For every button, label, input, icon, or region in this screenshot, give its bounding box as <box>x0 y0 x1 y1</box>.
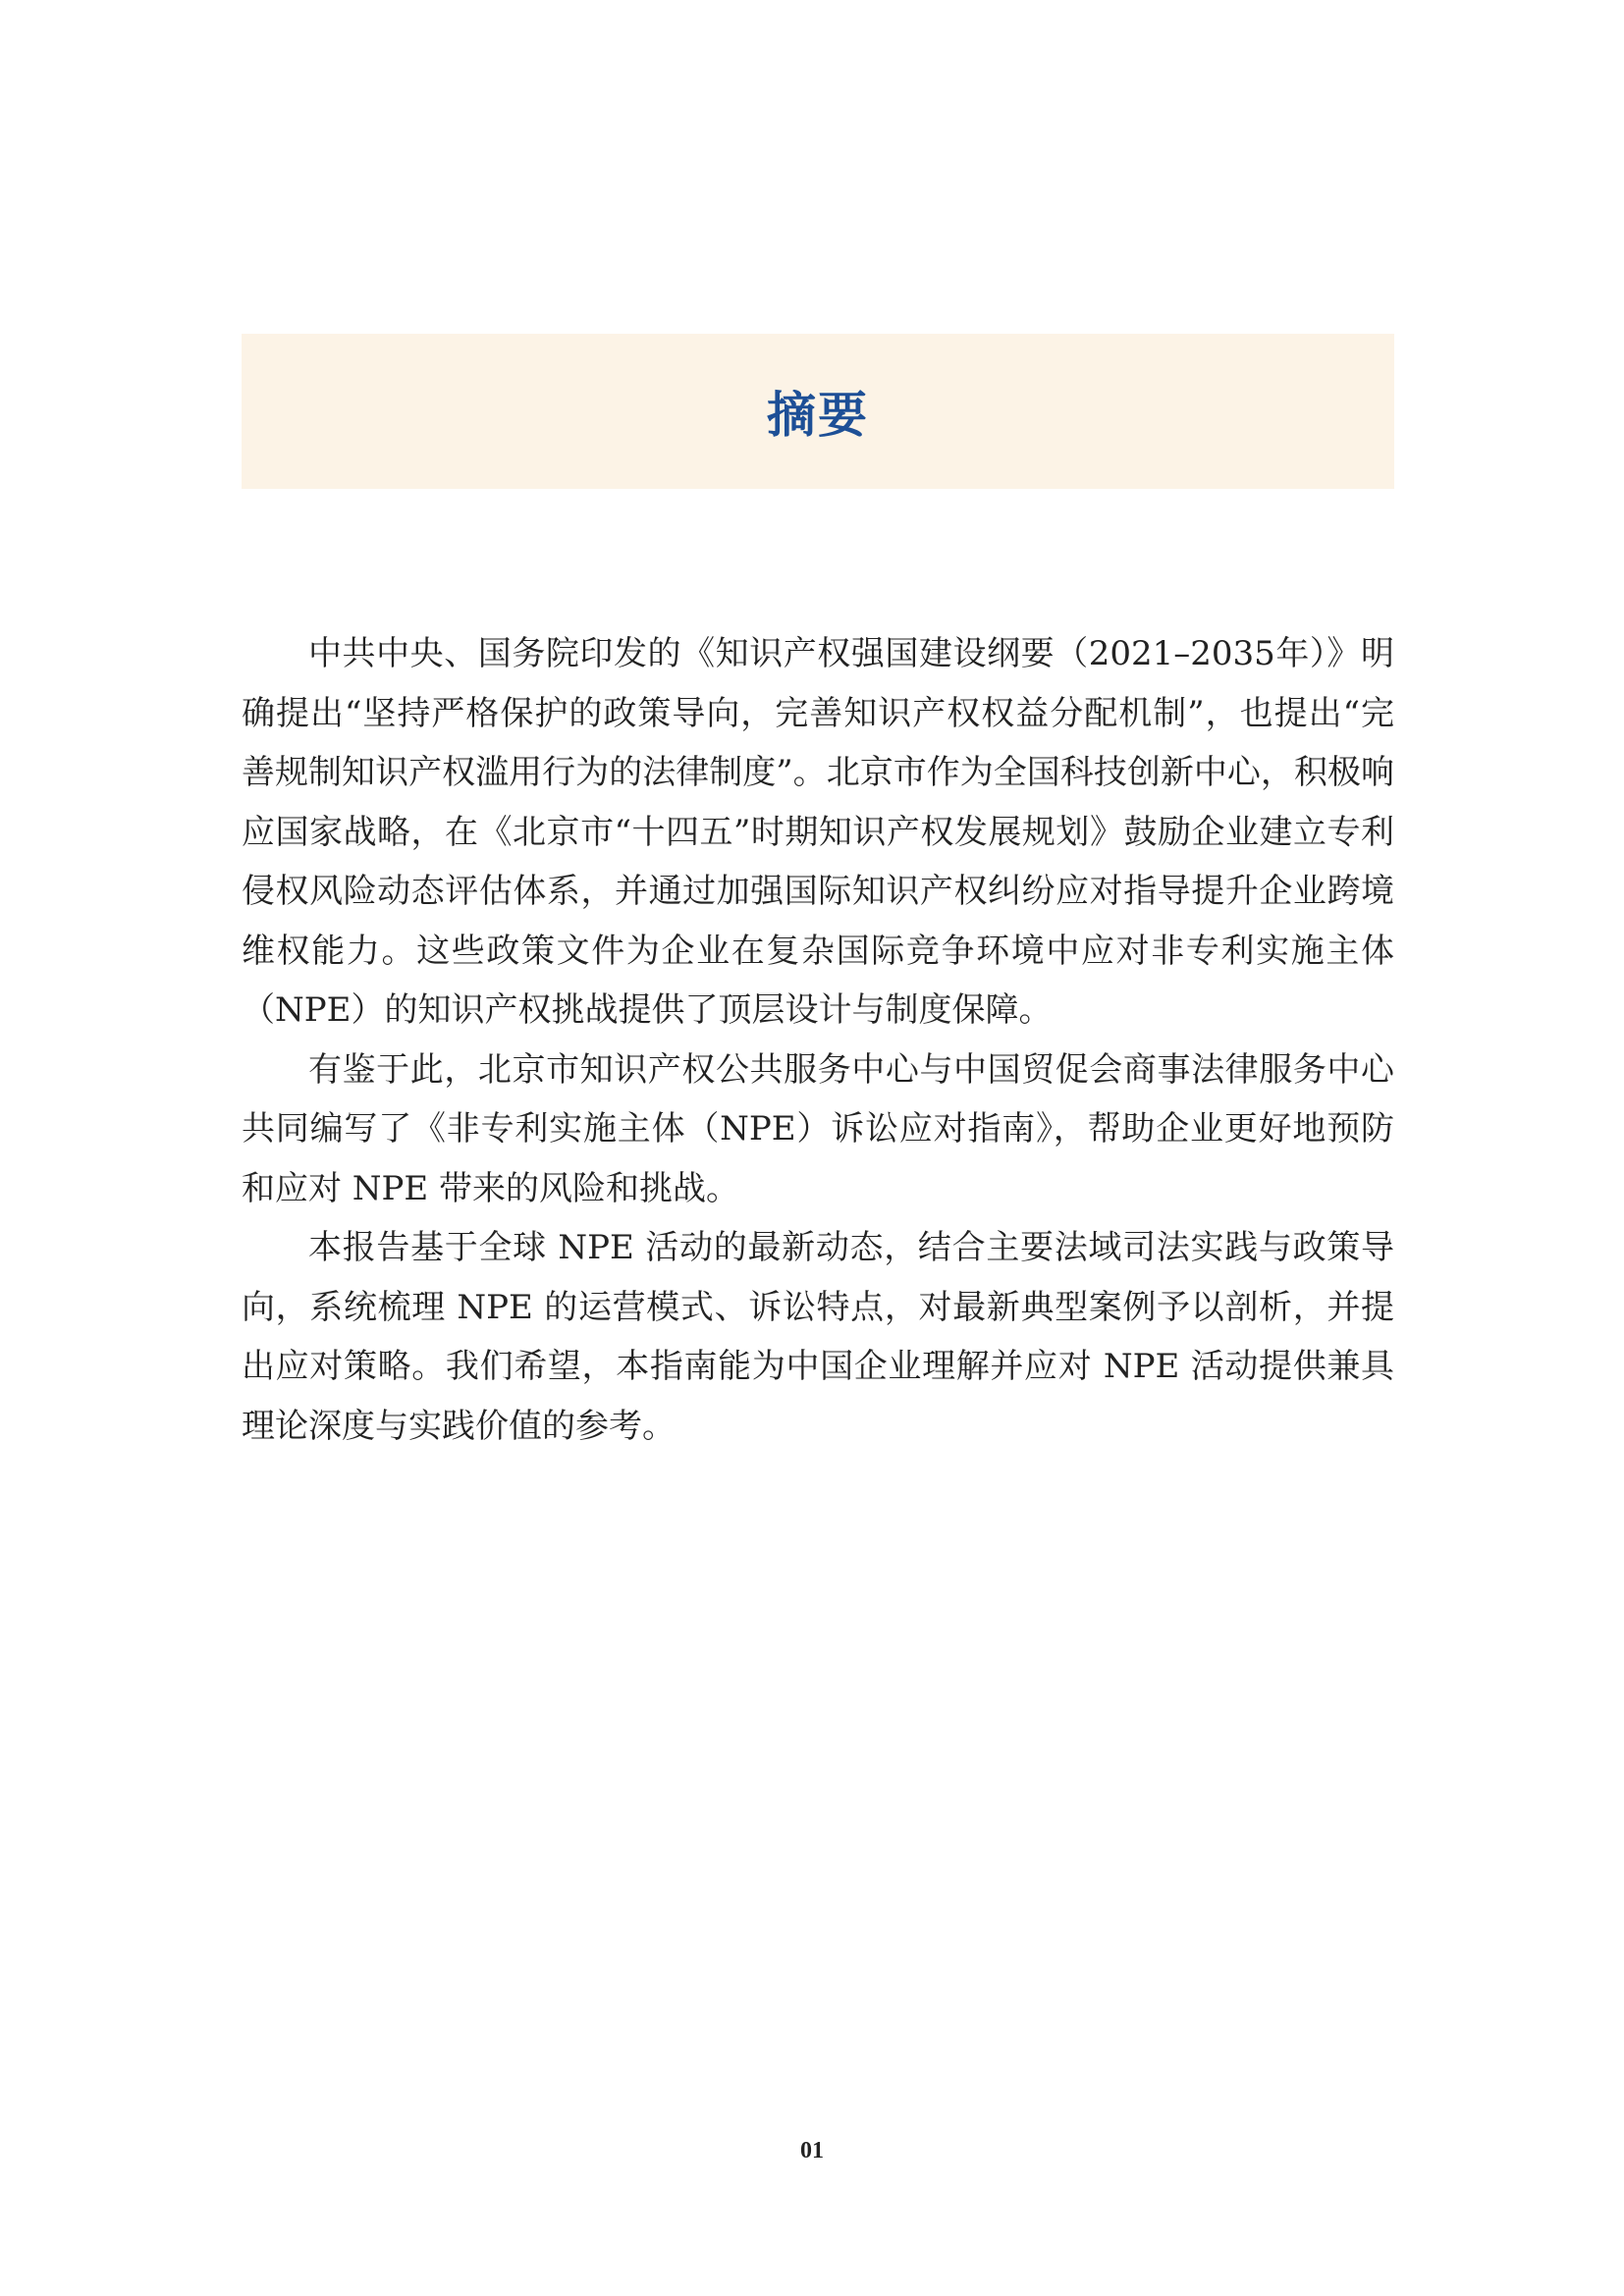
paragraph-1: 中共中央、国务院印发的《知识产权强国建设纲要（2021–2035年）》明确提出“坚持严格保护的政策导向，完善知识产权权益分配机制”，也提出“完善规制知识产权滥用行为的法律制度”。北京市作为全国科技创新中心，积极响应国家战略，在《北京市“十四五”时期知识产权发展规划》鼓励企业建立专利侵权风险动态评估体系，并通过加强国际知识产权纠纷应对指导提升企业跨境维权能力。这些政策文件为企业在复杂国际竞争环境中应对非专利实施主体（NPE）的知识产权挑战提供了顶层设计与制度保障。 <box>242 634 1394 1030</box>
title-band <box>242 334 1394 489</box>
paragraph-2: 有鉴于此，北京市知识产权公共服务中心与中国贸促会商事法律服务中心共同编写了《非专利实施主体（NPE）诉讼应对指南》，帮助企业更好地预防和应对 NPE 带来的风险和挑战。 <box>242 1049 1394 1208</box>
page-title: 摘要 <box>767 386 869 444</box>
abstract-body <box>242 624 1394 1456</box>
page-number: 01 <box>800 2138 824 2163</box>
paragraph-3: 本报告基于全球 NPE 活动的最新动态，结合主要法域司法实践与政策导向，系统梳理 NPE 的运营模式、诉讼特点，对最新典型案例予以剖析，并提出应对策略。我们希望，本指南能为中国企业理解并应对 NPE 活动提供兼具理论深度与实践价值的参考。 <box>242 1228 1394 1446</box>
